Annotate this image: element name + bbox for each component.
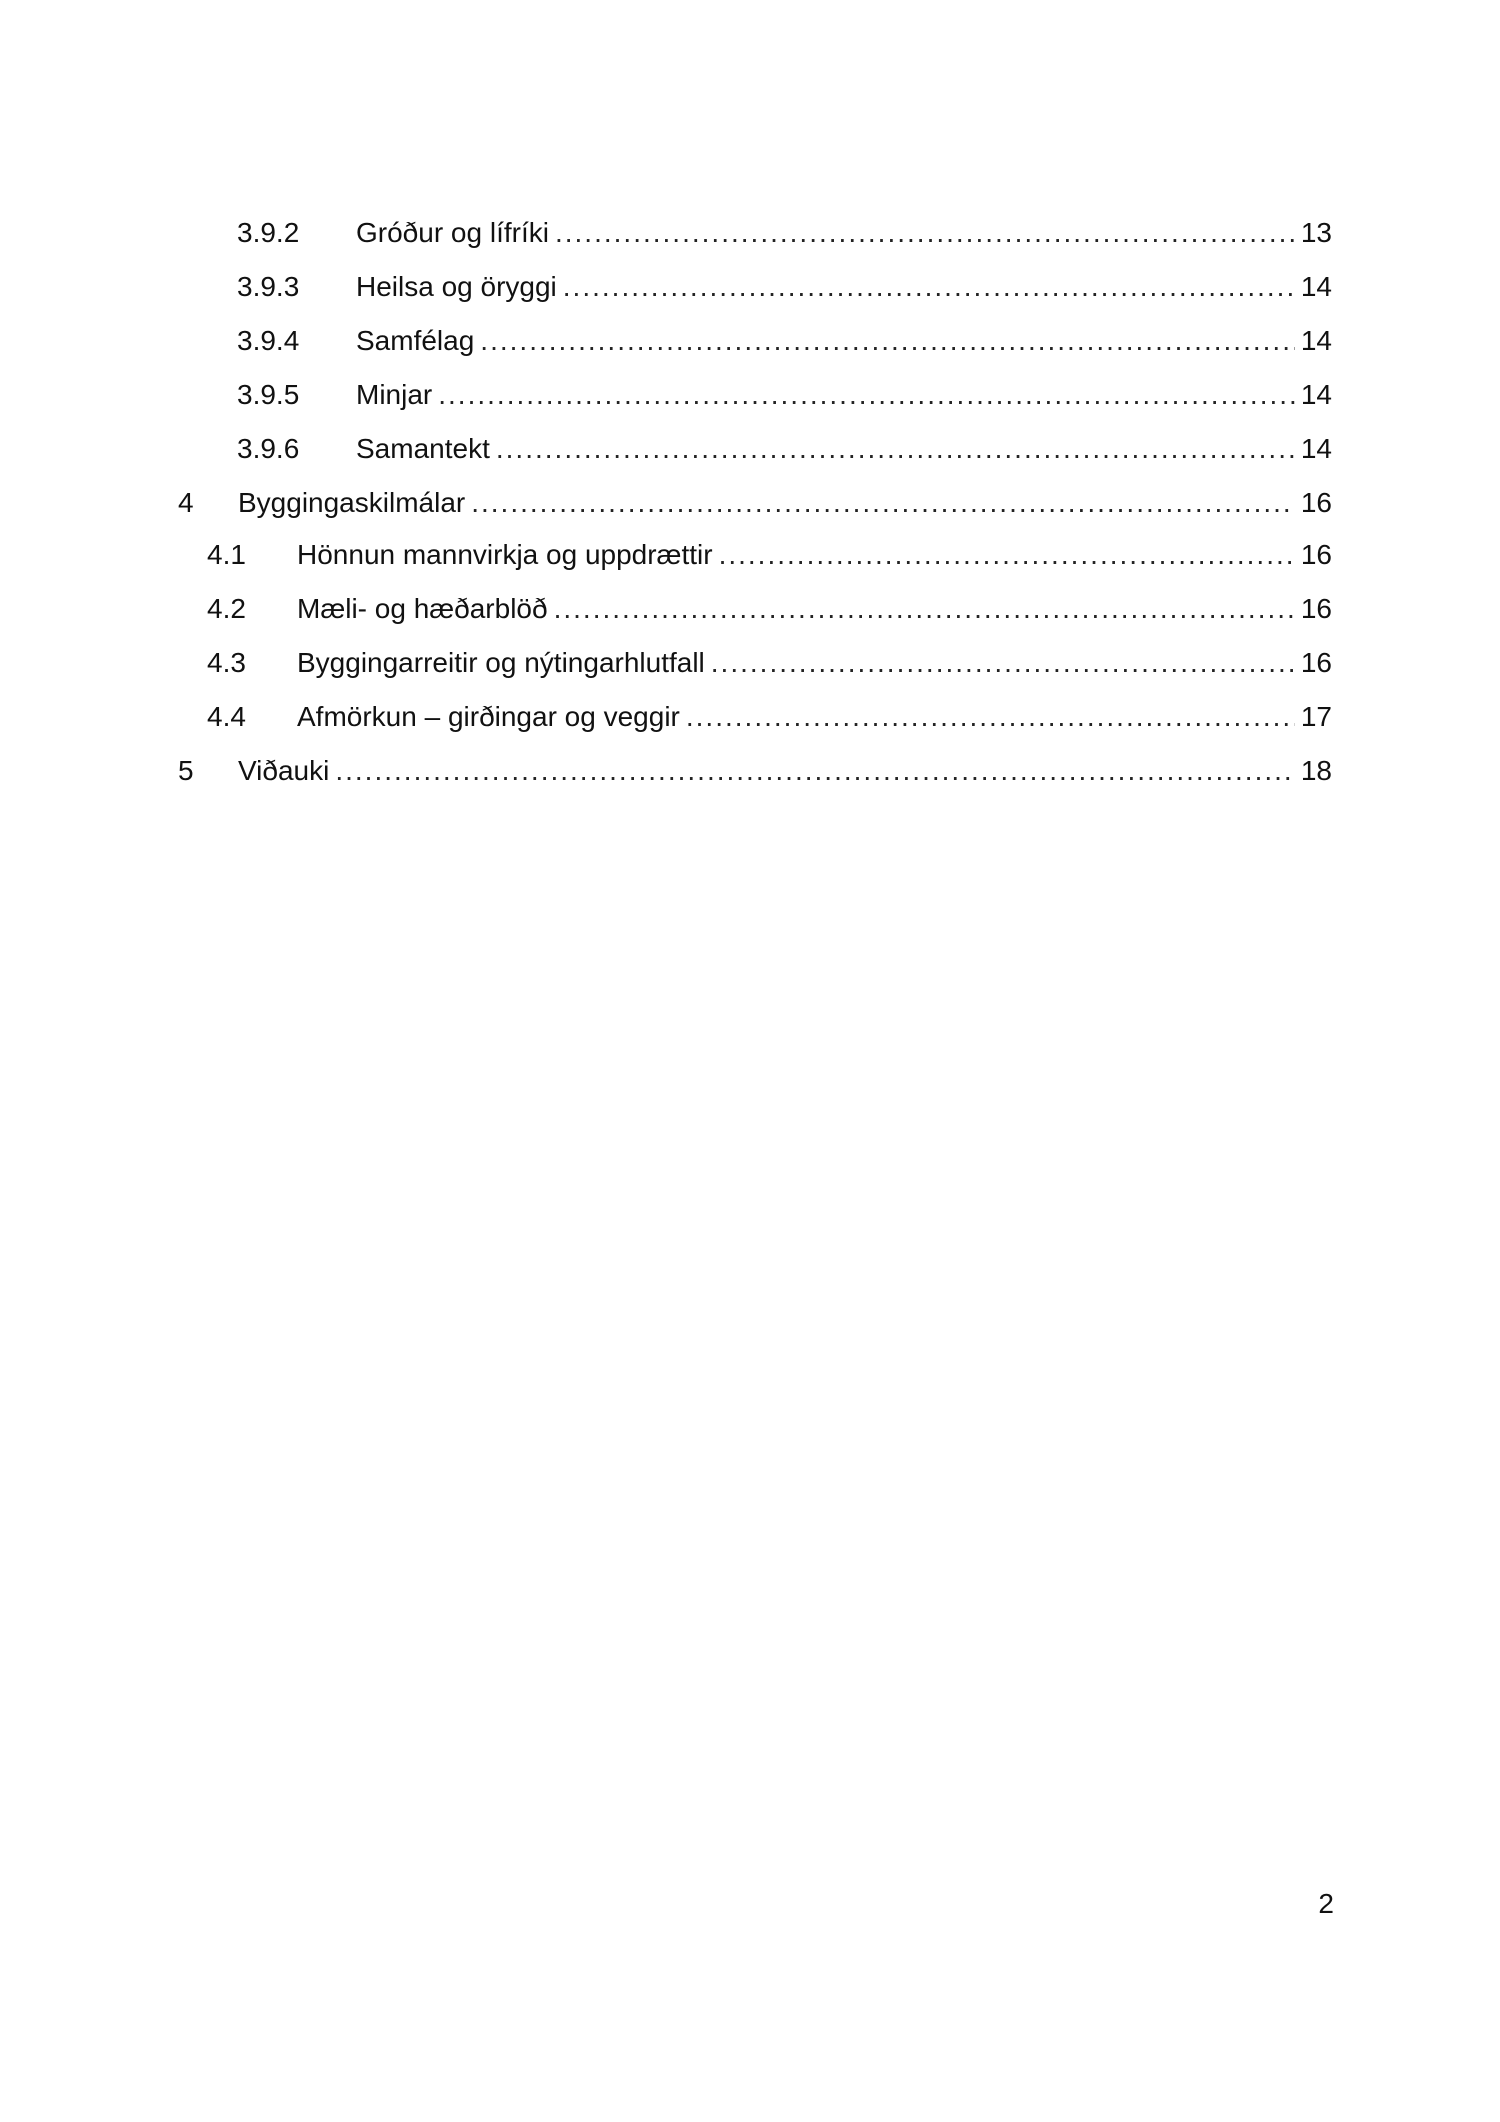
table-of-contents [0,213,1500,803]
toc-entry-title[interactable]: Byggingarreitir og nýtingarhlutfall [297,643,711,683]
toc-entry-page[interactable]: 18 [1295,751,1332,791]
toc-entry[interactable] [0,267,1500,321]
toc-entry-title[interactable]: Gróður og lífríki [356,213,555,253]
toc-entry-title[interactable]: Mæli- og hæðarblöð [297,589,554,629]
toc-entry-number: 3.9.6 [237,433,300,464]
toc-entry-number: 3.9.5 [237,379,300,410]
toc-entry-title[interactable]: Samantekt [356,429,496,469]
toc-entry-title[interactable]: Samfélag [356,321,480,361]
toc-dot-leader [438,375,1295,415]
toc-entry-page[interactable]: 14 [1295,321,1332,361]
toc-dot-leader [563,267,1295,307]
toc-entry-title[interactable]: Heilsa og öryggi [356,267,563,307]
toc-dot-leader [554,589,1295,629]
toc-entry-page[interactable]: 16 [1295,589,1332,629]
toc-entry-title[interactable]: Afmörkun – girðingar og veggir [297,697,686,737]
toc-dot-leader [711,643,1295,683]
page-number: 2 [1318,1888,1334,1919]
toc-entry-page[interactable]: 16 [1295,483,1332,523]
toc-entry-number: 3.9.2 [237,217,300,248]
toc-entry-title[interactable]: Hönnun mannvirkja og uppdrættir [297,535,719,575]
toc-entry-number: 5 [178,755,194,786]
toc-dot-leader [471,483,1295,523]
toc-entry[interactable] [0,321,1500,375]
toc-entry-title[interactable]: Byggingaskilmálar [238,483,471,523]
toc-entry-title[interactable]: Viðauki [238,751,335,791]
toc-dot-leader [335,751,1295,791]
toc-entry-title[interactable]: Minjar [356,375,438,415]
toc-entry-number: 3.9.4 [237,325,300,356]
toc-entry[interactable] [0,213,1500,267]
toc-entry-page[interactable]: 14 [1295,429,1332,469]
toc-entry-page[interactable]: 14 [1295,375,1332,415]
toc-dot-leader [480,321,1295,361]
toc-entry[interactable] [0,375,1500,429]
toc-dot-leader [686,697,1295,737]
toc-entry[interactable] [0,483,1500,535]
toc-dot-leader [555,213,1295,253]
toc-entry-number: 3.9.3 [237,271,300,302]
toc-entry[interactable] [0,589,1500,643]
toc-entry-page[interactable]: 14 [1295,267,1332,307]
toc-entry[interactable] [0,429,1500,483]
toc-entry[interactable] [0,697,1500,751]
toc-entry[interactable] [0,535,1500,589]
toc-entry-page[interactable]: 16 [1295,535,1332,575]
toc-entry-number: 4.2 [207,593,246,624]
toc-entry-page[interactable]: 13 [1295,213,1332,253]
toc-entry-page[interactable]: 16 [1295,643,1332,683]
toc-entry-number: 4.4 [207,701,246,732]
toc-entry[interactable] [0,643,1500,697]
toc-entry-number: 4.3 [207,647,246,678]
toc-entry-number: 4.1 [207,539,246,570]
toc-entry-number: 4 [178,487,194,518]
toc-entry[interactable] [0,751,1500,803]
toc-entry-page[interactable]: 17 [1295,697,1332,737]
toc-dot-leader [719,535,1295,575]
toc-dot-leader [496,429,1295,469]
